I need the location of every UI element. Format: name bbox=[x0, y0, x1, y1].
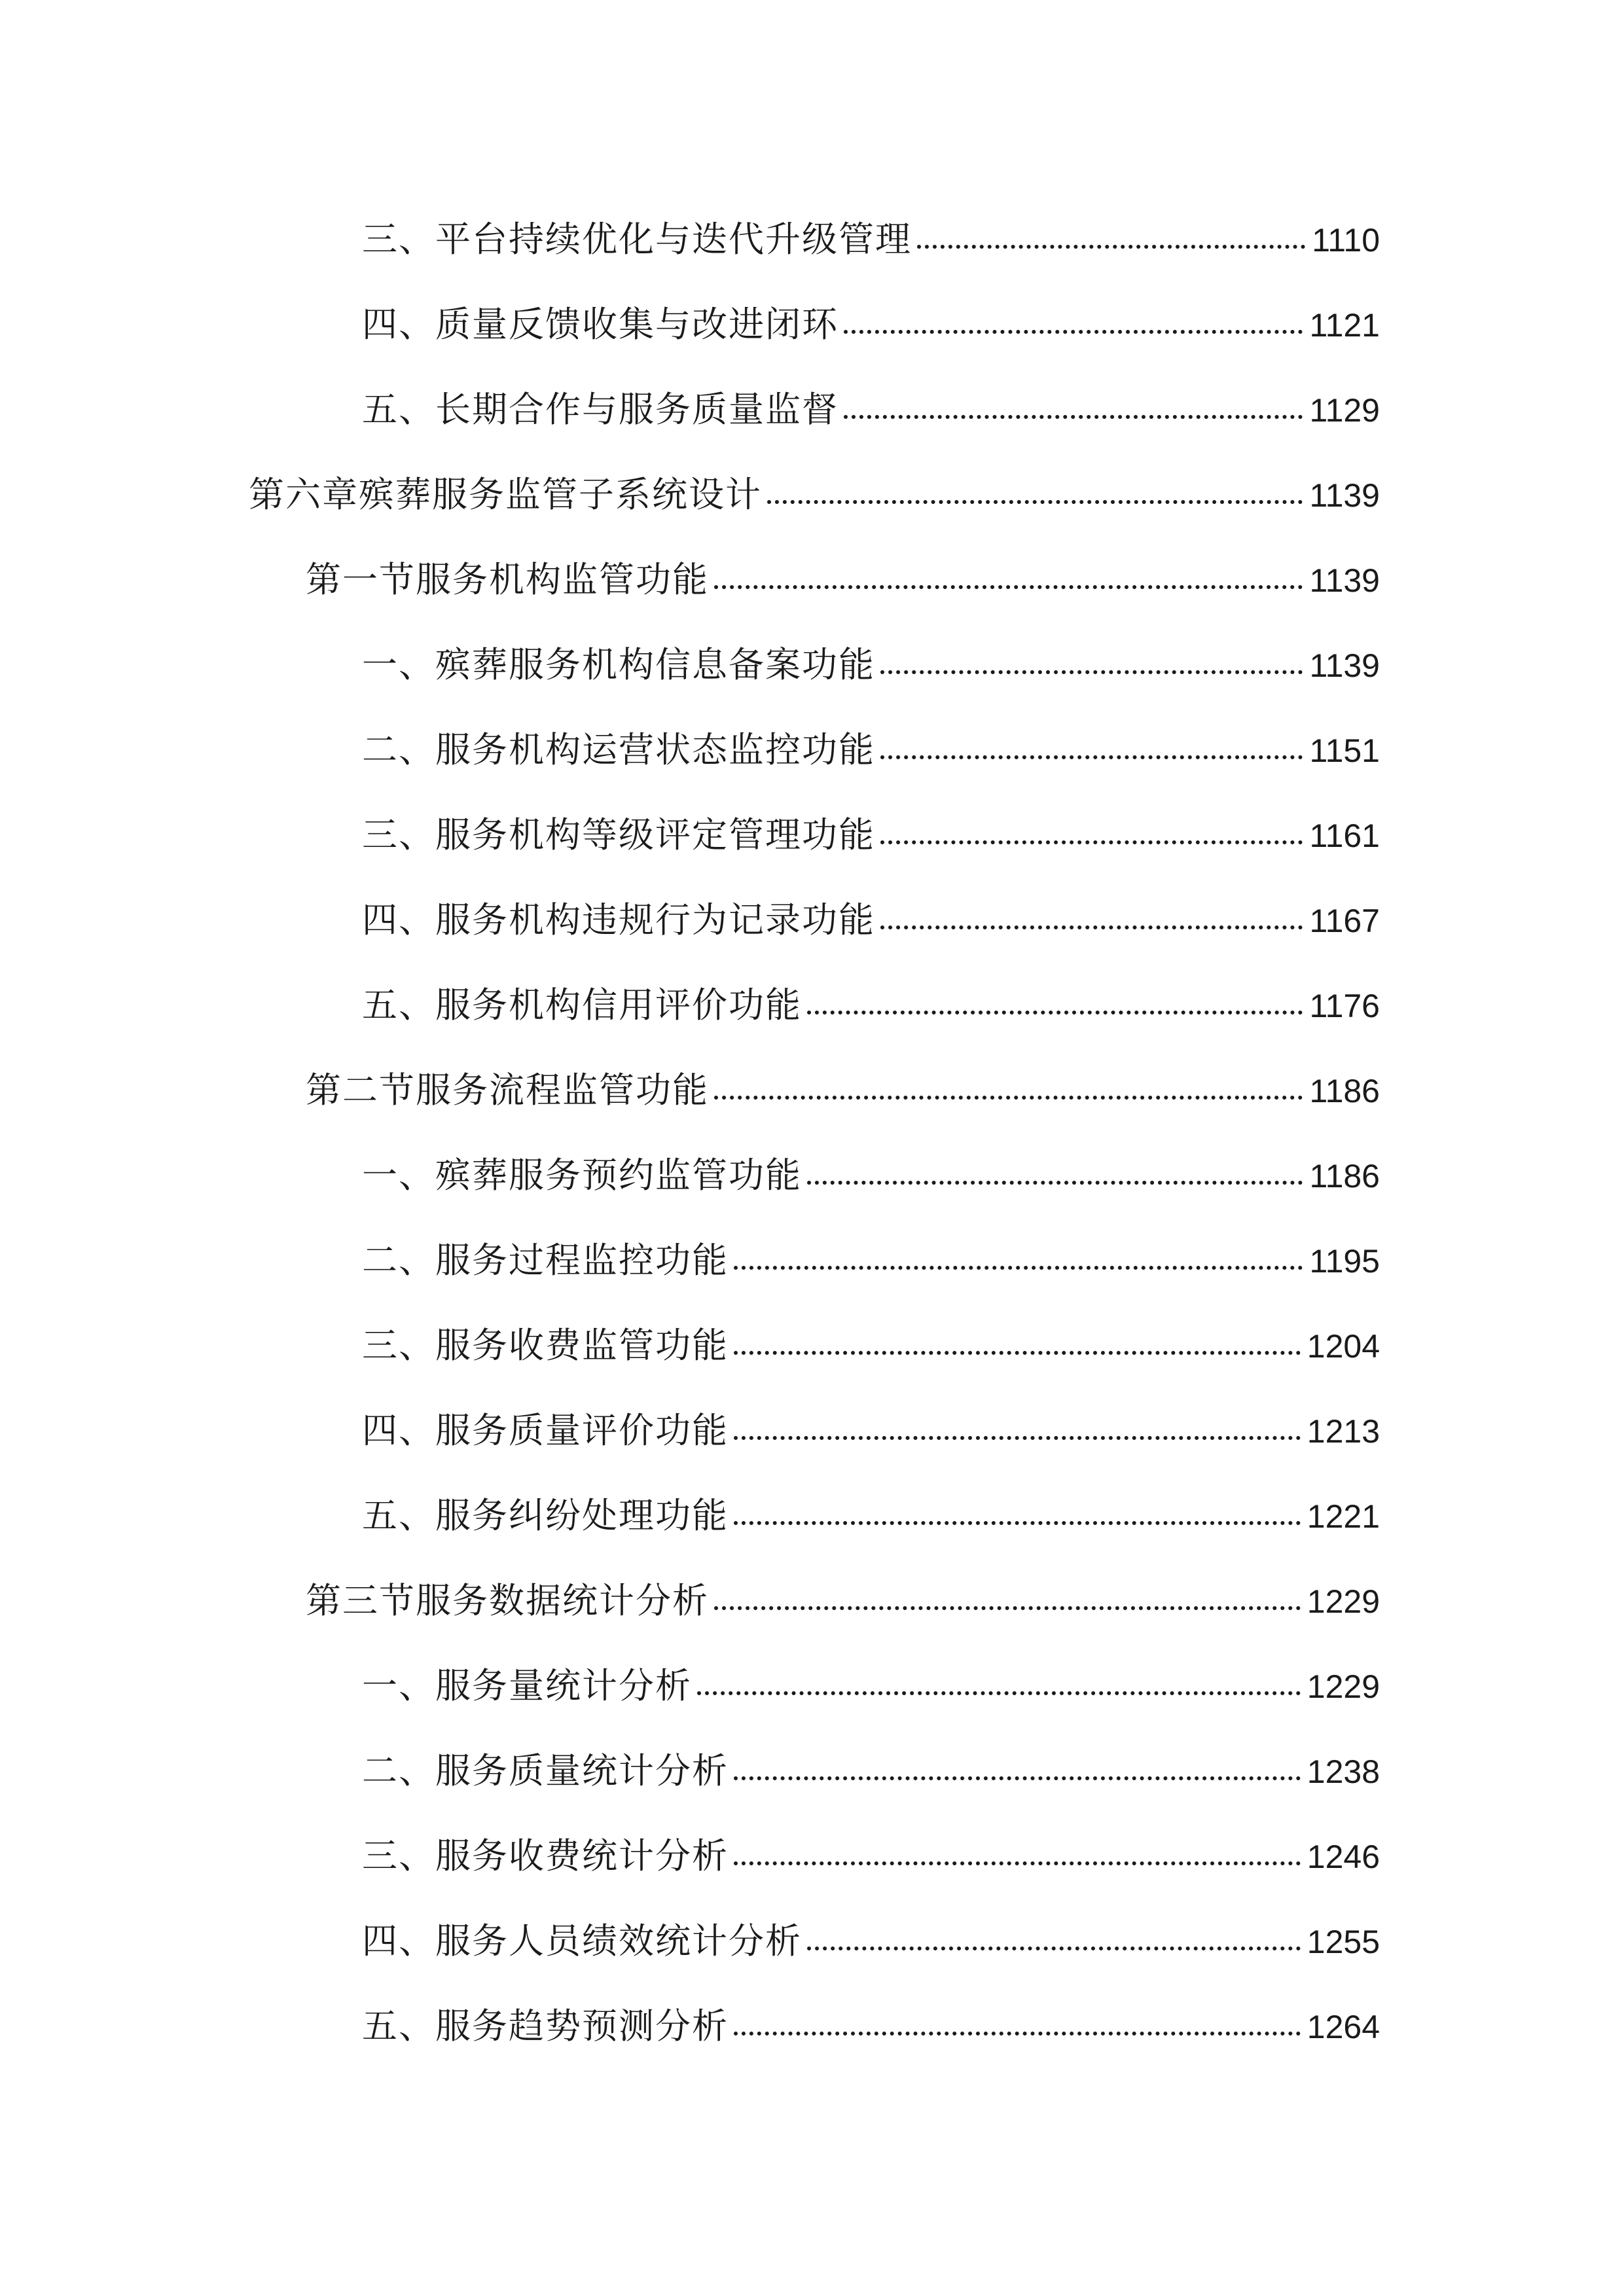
toc-entry-page: 1204 bbox=[1307, 1328, 1380, 1365]
toc-entry-page: 1139 bbox=[1309, 477, 1380, 514]
toc-entry-title: 第二节服务流程监管功能 bbox=[306, 1069, 709, 1111]
toc-entry-title: 一、殡葬服务机构信息备案功能 bbox=[362, 644, 875, 685]
toc-entry-title: 四、质量反馈收集与改进闭环 bbox=[362, 304, 839, 345]
toc-entry[interactable] bbox=[362, 1910, 1380, 1973]
toc-entry[interactable] bbox=[362, 293, 1380, 356]
toc-dot-leader bbox=[880, 840, 1303, 844]
toc-entry[interactable] bbox=[362, 719, 1380, 781]
toc-entry-page: 1129 bbox=[1309, 392, 1380, 429]
toc-dot-leader bbox=[734, 1521, 1301, 1525]
toc-entry-title: 二、服务过程监控功能 bbox=[362, 1240, 729, 1281]
toc-dot-leader bbox=[880, 925, 1303, 929]
toc-entry-page: 1255 bbox=[1307, 1924, 1380, 1960]
toc-dot-leader bbox=[880, 755, 1303, 759]
toc-entry-page: 1186 bbox=[1309, 1158, 1380, 1194]
toc-dot-leader bbox=[734, 1861, 1301, 1865]
toc-entry[interactable] bbox=[362, 1229, 1380, 1292]
toc-entry-page: 1229 bbox=[1307, 1583, 1380, 1620]
toc-entry-page: 1195 bbox=[1309, 1243, 1380, 1280]
toc-entry-page: 1246 bbox=[1307, 1839, 1380, 1875]
toc-entry[interactable] bbox=[362, 1399, 1380, 1462]
toc-entry-page: 1110 bbox=[1312, 222, 1380, 259]
toc-dot-leader bbox=[734, 1351, 1301, 1355]
toc-entry-page: 1186 bbox=[1309, 1073, 1380, 1109]
toc-entry[interactable] bbox=[362, 974, 1380, 1037]
toc-entry-page: 1213 bbox=[1307, 1413, 1380, 1450]
toc-entry-title: 四、服务机构违规行为记录功能 bbox=[362, 899, 875, 941]
toc-entry-title: 二、服务质量统计分析 bbox=[362, 1750, 729, 1791]
toc-dot-leader bbox=[714, 1606, 1301, 1610]
toc-entry-chapter[interactable] bbox=[249, 463, 1380, 526]
toc-dot-leader bbox=[844, 330, 1303, 334]
toc-entry-title: 第六章殡葬服务监管子系统设计 bbox=[249, 474, 762, 515]
toc-entry-page: 1121 bbox=[1309, 307, 1380, 344]
toc-entry-section[interactable] bbox=[306, 1570, 1380, 1632]
toc-dot-leader bbox=[734, 1266, 1303, 1270]
toc-entry-title: 一、服务量统计分析 bbox=[362, 1665, 692, 1706]
toc-entry-title: 五、服务趋势预测分析 bbox=[362, 2005, 729, 2047]
toc-entry[interactable] bbox=[362, 889, 1380, 952]
toc-entry-page: 1264 bbox=[1307, 2009, 1380, 2045]
toc-entry[interactable] bbox=[362, 208, 1380, 271]
toc-entry-title: 三、平台持续优化与迭代升级管理 bbox=[362, 219, 912, 260]
toc-entry-section[interactable] bbox=[306, 1059, 1380, 1122]
toc-entry-page: 1139 bbox=[1309, 647, 1380, 684]
toc-entry-title: 三、服务收费监管功能 bbox=[362, 1325, 729, 1366]
toc-entry-title: 二、服务机构运营状态监控功能 bbox=[362, 729, 875, 770]
toc-entry-page: 1167 bbox=[1309, 903, 1380, 939]
toc-dot-leader bbox=[734, 1776, 1301, 1780]
toc-entry-title: 第三节服务数据统计分析 bbox=[306, 1580, 709, 1621]
toc-entry[interactable] bbox=[362, 1825, 1380, 1888]
toc-entry[interactable] bbox=[362, 1484, 1380, 1547]
toc-entry-section[interactable] bbox=[306, 548, 1380, 611]
toc-dot-leader bbox=[714, 585, 1303, 589]
toc-dot-leader bbox=[697, 1691, 1301, 1695]
toc-entry[interactable] bbox=[362, 804, 1380, 867]
toc-entry-title: 五、长期合作与服务质量监督 bbox=[362, 389, 839, 430]
toc-entry[interactable] bbox=[362, 378, 1380, 441]
toc-entry-title: 五、服务纠纷处理功能 bbox=[362, 1495, 729, 1536]
toc-dot-leader bbox=[734, 1436, 1301, 1440]
toc-entry[interactable] bbox=[362, 1740, 1380, 1803]
toc-entry-title: 四、服务人员绩效统计分析 bbox=[362, 1920, 802, 1962]
toc-entry-page: 1161 bbox=[1309, 817, 1380, 854]
toc-dot-leader bbox=[917, 245, 1305, 249]
toc-entry-title: 四、服务质量评价功能 bbox=[362, 1410, 729, 1451]
toc-entry[interactable] bbox=[362, 1655, 1380, 1717]
toc-dot-leader bbox=[767, 500, 1303, 504]
toc-dot-leader bbox=[714, 1096, 1303, 1100]
toc-entry-page: 1238 bbox=[1307, 1753, 1380, 1790]
toc-entry-page: 1221 bbox=[1307, 1498, 1380, 1535]
toc-dot-leader bbox=[734, 2032, 1301, 2036]
toc-dot-leader bbox=[880, 670, 1303, 674]
toc-entry[interactable] bbox=[362, 634, 1380, 696]
toc-entry[interactable] bbox=[362, 1314, 1380, 1377]
toc-entry-page: 1176 bbox=[1309, 988, 1380, 1024]
toc-entry-page: 1151 bbox=[1309, 732, 1380, 769]
toc-dot-leader bbox=[807, 1946, 1301, 1950]
toc-dot-leader bbox=[807, 1181, 1303, 1185]
toc-entry-title: 三、服务机构等级评定管理功能 bbox=[362, 814, 875, 855]
toc-dot-leader bbox=[807, 1011, 1303, 1014]
toc-entry-title: 一、殡葬服务预约监管功能 bbox=[362, 1155, 802, 1196]
toc-entry-page: 1139 bbox=[1309, 562, 1380, 599]
toc-dot-leader bbox=[844, 415, 1303, 419]
toc-entry-title: 五、服务机构信用评价功能 bbox=[362, 984, 802, 1026]
toc-entry[interactable] bbox=[362, 1144, 1380, 1207]
toc-entry[interactable] bbox=[362, 1995, 1380, 2058]
toc-entry-title: 第一节服务机构监管功能 bbox=[306, 559, 709, 600]
toc-entry-title: 三、服务收费统计分析 bbox=[362, 1835, 729, 1876]
toc-entry-page: 1229 bbox=[1307, 1668, 1380, 1705]
